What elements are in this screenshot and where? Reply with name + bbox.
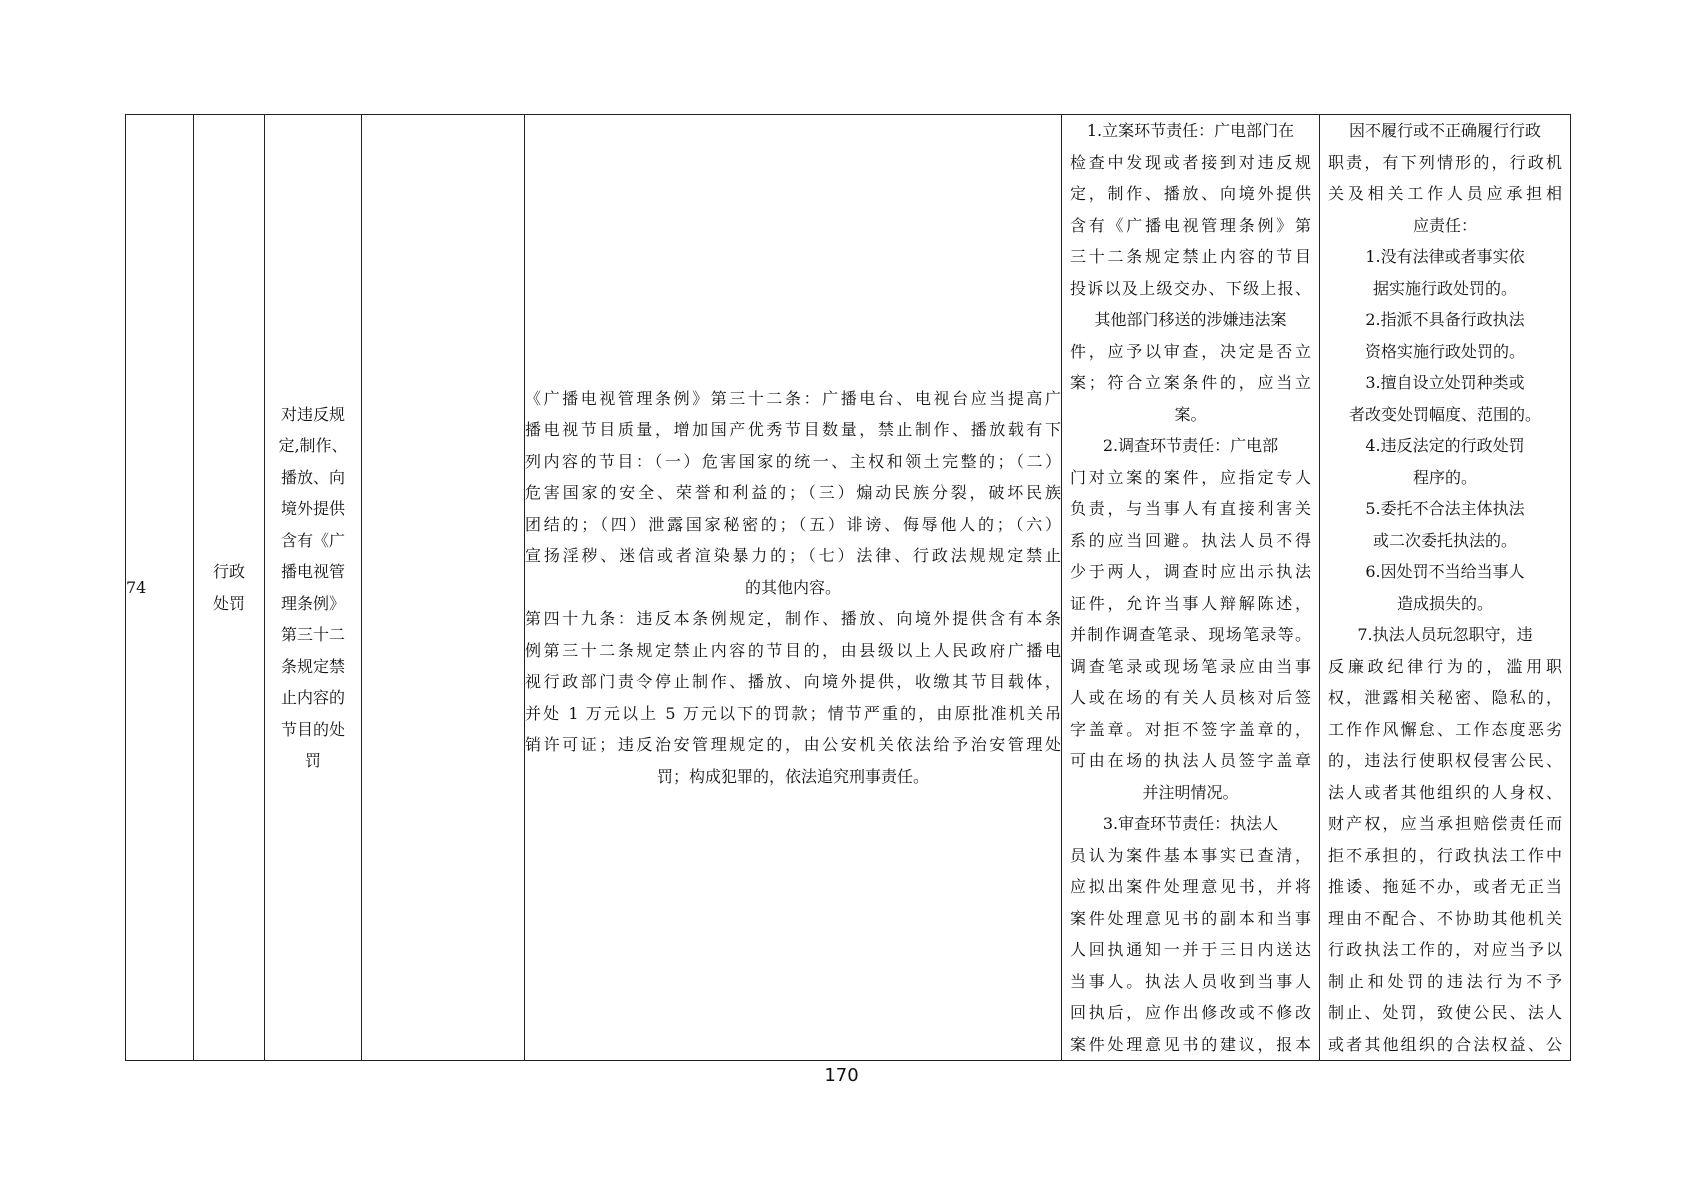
- table-row: [126, 115, 1571, 1061]
- legal-basis-line: 罚；构成犯罪的，依法追究刑事责任。: [656, 766, 929, 786]
- item-name-line: 对违反规: [280, 404, 345, 424]
- accountability-line: 的，违法行使职权侵害公民、: [1328, 751, 1562, 770]
- accountability-line: 反廉政纪律行为的，滥用职: [1328, 656, 1562, 676]
- accountability-line: 制止和处罚的违法行为不予: [1328, 971, 1562, 991]
- accountability-cell: [1320, 115, 1571, 1061]
- legal-basis-line: 团结的；（四）泄露国家秘密的；（五）诽谤、侮辱他人的；（六）: [525, 514, 1061, 534]
- responsibility-line: 当事人。执法人员收到当事人: [1070, 971, 1311, 991]
- accountability-line: 7.执法人员玩忽职守，违: [1357, 625, 1533, 644]
- responsibility-line: 回执后，应作出修改或不修改: [1070, 1003, 1311, 1022]
- legal-basis-cell: [525, 115, 1062, 1061]
- legal-basis-line: 第四十九条：违反本条例规定，制作、播放、向境外提供含有本条: [525, 609, 1061, 629]
- page-number: 170: [824, 1065, 859, 1086]
- power-list-table: [125, 114, 1571, 1061]
- power-type: [194, 556, 264, 619]
- responsibility-line: 件，应予以审查，决定是否立: [1070, 341, 1311, 361]
- empty-cell: [362, 115, 525, 1061]
- item-name-cell: [265, 115, 362, 1061]
- accountability-line: 5.委托不合法主体执法: [1365, 499, 1525, 518]
- responsibility-cell: [1062, 115, 1320, 1061]
- accountability-line: 因不履行或不正确履行行政: [1348, 121, 1541, 140]
- accountability-line: 据实施行政处罚的。: [1372, 278, 1517, 298]
- power-type-cell: [194, 115, 265, 1061]
- accountability-line: 2.指派不具备行政执法: [1365, 310, 1525, 329]
- item-name-line: 条规定禁: [280, 656, 345, 676]
- responsibility-line: 案。: [1174, 404, 1207, 424]
- responsibility-line: 3.审查环节责任：执法人: [1102, 814, 1279, 833]
- responsibility-line: 并制作调查笔录、现场笔录等。: [1070, 625, 1311, 644]
- accountability-line: 或二次委托执法的。: [1372, 530, 1517, 550]
- item-name-line: 理条例》: [280, 593, 345, 613]
- accountability-line: 程序的。: [1412, 467, 1477, 487]
- legal-basis-line: 并处 1 万元以上 5 万元以下的罚款；情节严重的，由原批准机关吊: [525, 703, 1061, 723]
- responsibility-line: 可由在场的执法人员签字盖章: [1070, 751, 1311, 770]
- responsibility-line: 调查笔录或现场笔录应由当事: [1070, 656, 1311, 676]
- accountability-line: 职责，有下列情形的，行政机: [1328, 152, 1562, 172]
- responsibility-line: 含有《广播电视管理条例》第: [1070, 215, 1311, 235]
- responsibility-line: 并注明情况。: [1142, 782, 1239, 802]
- legal-basis-line: 播电视节目质量，增加国产优秀节目数量，禁止制作、播放载有下: [525, 420, 1061, 440]
- legal-basis-line: 危害国家的安全、荣誉和利益的；（三）煽动民族分裂，破坏民族: [525, 483, 1061, 503]
- accountability-line: 行政执法工作的，对应当予以: [1328, 940, 1562, 959]
- responsibility-line: 少于两人，调查时应出示执法: [1070, 562, 1311, 581]
- accountability-line: 6.因处罚不当给当事人: [1365, 562, 1525, 581]
- item-name-line: 境外提供: [280, 499, 345, 518]
- responsibility-line: 人回执通知一并于三日内送达: [1070, 940, 1311, 959]
- responsibility-line: 负责，与当事人有直接利害关: [1070, 499, 1311, 518]
- accountability-line: 或者其他组织的合法权益、公: [1328, 1034, 1562, 1054]
- item-name-line: 第三十二: [280, 625, 345, 644]
- responsibility-items: [1062, 115, 1319, 1060]
- legal-basis-line: 宣扬淫秽、迷信或者渲染暴力的；（七）法律、行政法规规定禁止: [525, 546, 1061, 566]
- item-name-line: 播放、向: [280, 467, 345, 487]
- accountability-line: 理由不配合、不协助其他机关: [1328, 908, 1562, 928]
- accountability-line: 推诿、拖延不办，或者无正当: [1328, 877, 1562, 896]
- responsibility-line: 门对立案的案件，应指定专人: [1070, 467, 1311, 487]
- accountability-line: 应责任：: [1412, 215, 1477, 235]
- item-name: [265, 399, 361, 777]
- row-number-cell: [126, 115, 194, 1061]
- legal-basis-line: 例第三十二条规定禁止内容的节目的，由县级以上人民政府广播电: [525, 640, 1061, 660]
- responsibility-line: 检查中发现或者接到对违反规: [1070, 152, 1311, 172]
- accountability-line: 者改变处罚幅度、范围的。: [1348, 404, 1541, 424]
- responsibility-line: 三十二条规定禁止内容的节目: [1070, 247, 1311, 266]
- accountability-line: 财产权，应当承担赔偿责任而: [1328, 814, 1562, 833]
- accountability-line: 拒不承担的，行政执法工作中: [1328, 845, 1562, 865]
- responsibility-line: 案；符合立案条件的，应当立: [1070, 373, 1311, 392]
- responsibility-line: 案件处理意见书的建议，报本: [1070, 1034, 1311, 1054]
- accountability-line: 3.擅自设立处罚种类或: [1365, 373, 1525, 392]
- responsibility-line: 2.调查环节责任：广电部: [1102, 436, 1279, 455]
- responsibility-line: 系的应当回避。执法人员不得: [1070, 530, 1311, 550]
- legal-basis-line: 《广播电视管理条例》第三十二条：广播电台、电视台应当提高广: [525, 388, 1061, 408]
- responsibility-line: 人或在场的有关人员核对后签: [1070, 688, 1311, 707]
- responsibility-line: 定，制作、播放、向境外提供: [1070, 184, 1311, 203]
- item-name-line: 罚: [304, 751, 321, 770]
- legal-basis-line: 视行政部门责令停止制作、播放、向境外提供，收缴其节目载体，: [525, 672, 1061, 692]
- responsibility-line: 1.立案环节责任：广电部门在: [1086, 121, 1295, 140]
- row-number: 74: [126, 577, 147, 597]
- responsibility-line: 案件处理意见书的副本和当事: [1070, 908, 1311, 928]
- accountability-line: 法人或者其他组织的人身权、: [1328, 782, 1562, 802]
- item-name-line: 止内容的: [280, 688, 345, 707]
- item-name-line: 节目的处: [280, 719, 345, 739]
- responsibility-line: 应拟出案件处理意见书，并将: [1070, 877, 1311, 896]
- power-type-line: 处罚: [212, 593, 245, 613]
- accountability-line: 工作作风懈怠、工作态度恶劣: [1328, 719, 1562, 739]
- responsibility-line: 字盖章。对拒不签字盖章的，: [1070, 719, 1311, 739]
- power-type-line: 行政: [212, 562, 245, 581]
- legal-basis-line: 的其他内容。: [744, 577, 841, 597]
- responsibility-line: 投诉以及上级交办、下级上报、: [1070, 278, 1311, 298]
- accountability-items: [1320, 115, 1570, 1060]
- accountability-line: 造成损失的。: [1396, 593, 1493, 613]
- accountability-line: 4.违反法定的行政处罚: [1365, 436, 1525, 455]
- responsibility-line: 其他部门移送的涉嫌违法案: [1094, 310, 1287, 329]
- legal-basis-line: 销许可证；违反治安管理规定的，由公安机关依法给予治安管理处: [525, 735, 1061, 755]
- accountability-line: 权，泄露相关秘密、隐私的，: [1328, 688, 1562, 707]
- accountability-line: 关及相关工作人员应承担相: [1328, 184, 1562, 203]
- responsibility-line: 证件，允许当事人辩解陈述，: [1070, 593, 1311, 613]
- accountability-line: 制止、处罚，致使公民、法人: [1328, 1003, 1562, 1022]
- accountability-line: 资格实施行政处罚的。: [1364, 341, 1525, 361]
- accountability-line: 1.没有法律或者事实依: [1365, 247, 1525, 266]
- responsibility-line: 员认为案件基本事实已查清，: [1070, 845, 1311, 865]
- legal-basis: [525, 383, 1061, 793]
- item-name-line: 含有《广: [280, 530, 345, 550]
- item-name-line: 播电视管: [280, 562, 345, 581]
- legal-basis-line: 列内容的节目：（一）危害国家的统一、主权和领土完整的；（二）: [525, 451, 1061, 471]
- item-name-line: 定,制作、: [278, 436, 348, 455]
